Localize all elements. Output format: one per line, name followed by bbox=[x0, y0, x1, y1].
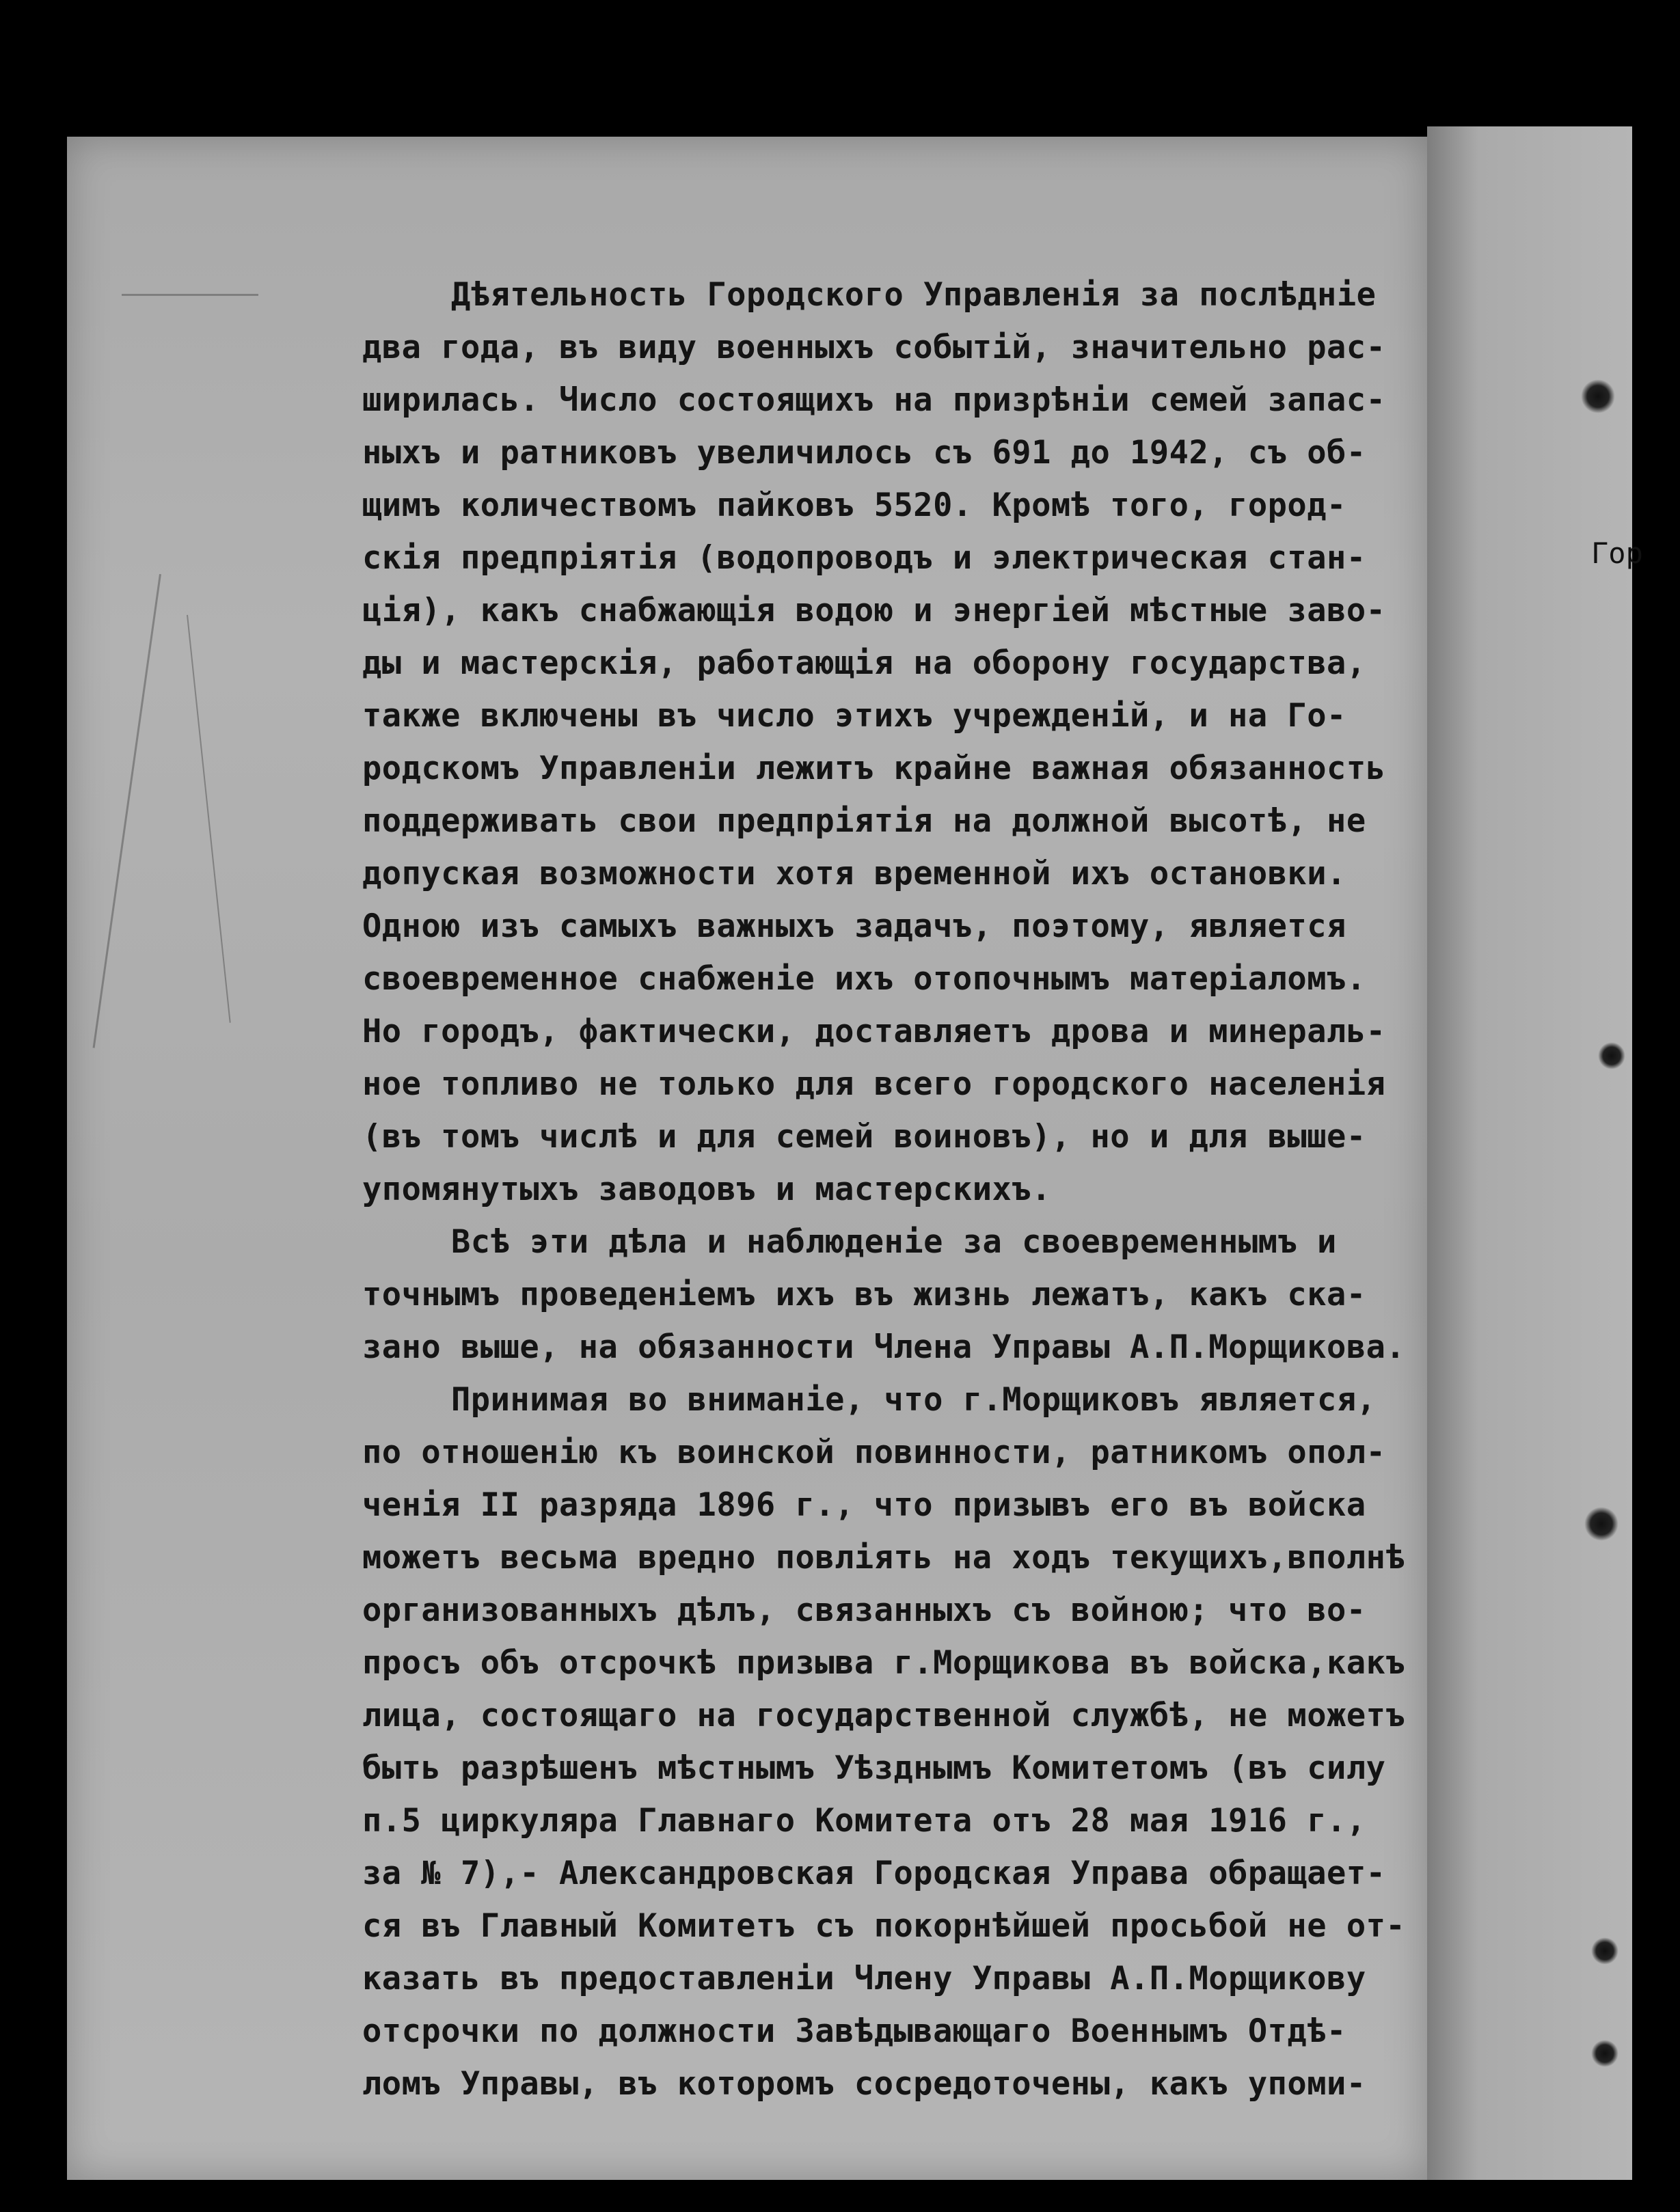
text-line: два года, въ виду военныхъ событій, значительно рас- bbox=[362, 329, 1386, 366]
adjacent-page-edge bbox=[1427, 126, 1643, 2180]
text-line: Но городъ, фактически, доставляетъ дрова и минераль- bbox=[362, 1013, 1386, 1050]
text-line: Дѣятельность Городского Управленія за послѣдніе bbox=[451, 276, 1377, 314]
text-line: ныхъ и ратниковъ увеличилось съ 691 до 1942, съ об- bbox=[362, 434, 1366, 472]
pencil-mark bbox=[187, 615, 231, 1023]
paragraph bbox=[362, 1374, 1406, 2110]
text-line: ція), какъ снабжающія водою и энергіей мѣстные заво- bbox=[362, 592, 1386, 629]
text-line: лица, состоящаго на государственной службѣ, не можетъ bbox=[362, 1697, 1406, 1734]
text-line: скія предпріятія (водопроводъ и электрическая стан- bbox=[362, 539, 1366, 577]
ink-blot bbox=[1591, 1937, 1618, 1965]
text-line: ломъ Управы, въ которомъ сосредоточены, какъ упоми- bbox=[362, 2065, 1366, 2103]
text-line: по отношенію къ воинской повинности, ратникомъ опол- bbox=[362, 1434, 1386, 1471]
ink-blot bbox=[1598, 1042, 1625, 1069]
paragraph bbox=[362, 1216, 1406, 1374]
text-line: быть разрѣшенъ мѣстнымъ Уѣзднымъ Комитетомъ (въ силу bbox=[362, 1749, 1386, 1787]
paragraph bbox=[362, 269, 1401, 1216]
pencil-mark bbox=[122, 294, 258, 296]
text-line: можетъ весьма вредно повліять на ходъ текущихъ,вполнѣ bbox=[362, 1539, 1406, 1576]
text-line: своевременное снабженіе ихъ отопочнымъ матеріаломъ. bbox=[362, 960, 1366, 998]
text-line: просъ объ отсрочкѣ призыва г.Морщикова въ войска,какъ bbox=[362, 1644, 1406, 1682]
text-line: зано выше, на обязанности Члена Управы А.П.Морщикова. bbox=[362, 1328, 1406, 1366]
text-line: поддерживать свои предпріятія на должной высотѣ, не bbox=[362, 802, 1366, 840]
text-line: отсрочки по должности Завѣдывающаго Военнымъ Отдѣ- bbox=[362, 2012, 1346, 2050]
ink-blot bbox=[1591, 2040, 1618, 2067]
adjacent-page-text: Гор bbox=[1591, 536, 1643, 570]
text-line: также включены въ число этихъ учрежденій, и на Го- bbox=[362, 697, 1346, 735]
text-line: ширилась. Число состоящихъ на призрѣніи семей запас- bbox=[362, 381, 1386, 419]
text-line: родскомъ Управленіи лежитъ крайне важная обязанность bbox=[362, 750, 1386, 787]
ink-blot bbox=[1584, 1507, 1618, 1541]
text-line: щимъ количествомъ пайковъ 5520. Кромѣ того, город- bbox=[362, 487, 1346, 524]
text-line: точнымъ проведеніемъ ихъ въ жизнь лежатъ, какъ ска- bbox=[362, 1276, 1366, 1313]
document-body bbox=[362, 269, 1406, 2110]
text-line: п.5 циркуляра Главнаго Комитета отъ 28 мая 1916 г., bbox=[362, 1802, 1366, 1840]
text-line: ченія II разряда 1896 г., что призывъ его въ войска bbox=[362, 1486, 1366, 1524]
text-line: упомянутыхъ заводовъ и мастерскихъ. bbox=[362, 1171, 1051, 1208]
text-line: ды и мастерскія, работающія на оборону государства, bbox=[362, 644, 1366, 682]
text-line: Одною изъ самыхъ важныхъ задачъ, поэтому, является bbox=[362, 907, 1346, 945]
text-line: казать въ предоставленіи Члену Управы А.П.Морщикову bbox=[362, 1960, 1366, 1997]
text-line: ное топливо не только для всего городского населенія bbox=[362, 1065, 1386, 1103]
text-line: ся въ Главный Комитетъ съ покорнѣйшей просьбой не от- bbox=[362, 1907, 1406, 1945]
pencil-mark bbox=[93, 574, 161, 1048]
text-line: за № 7),- Александровская Городская Управа обращает- bbox=[362, 1855, 1386, 1892]
text-line: (въ томъ числѣ и для семей воиновъ), но и для выше- bbox=[362, 1118, 1366, 1156]
text-line: организованныхъ дѣлъ, связанныхъ съ войною; что во- bbox=[362, 1592, 1366, 1629]
text-line: Принимая во вниманіе, что г.Морщиковъ является, bbox=[451, 1381, 1377, 1419]
ink-blot bbox=[1581, 379, 1615, 413]
text-line: Всѣ эти дѣла и наблюденіе за своевременнымъ и bbox=[451, 1223, 1337, 1261]
text-line: допуская возможности хотя временной ихъ остановки. bbox=[362, 855, 1346, 892]
